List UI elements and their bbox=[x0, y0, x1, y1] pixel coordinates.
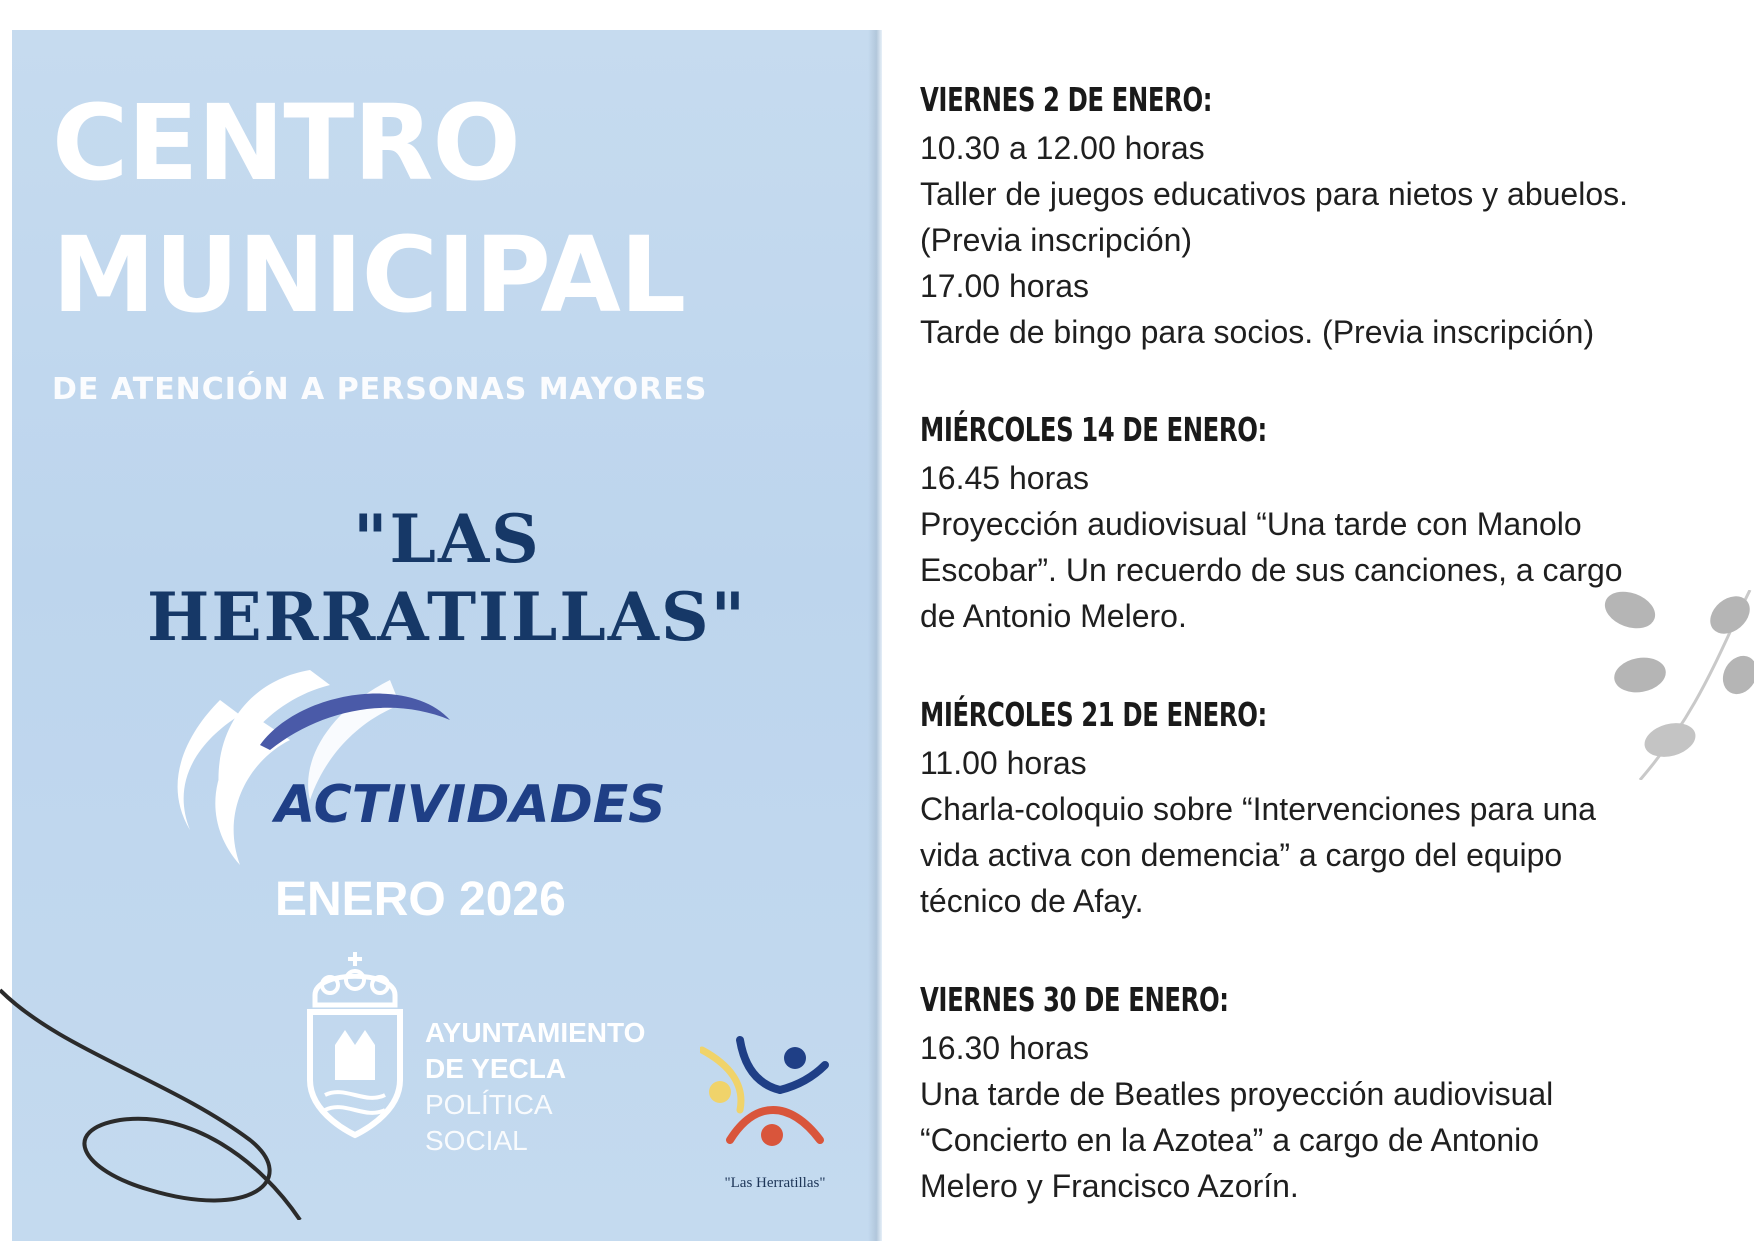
ayto-line-2: DE YECLA bbox=[425, 1053, 567, 1084]
event-line: (Previa inscripción) bbox=[920, 222, 1193, 258]
events-list bbox=[920, 80, 1740, 1230]
activities-label: ACTIVIDADES bbox=[275, 775, 666, 835]
event-line: Tarde de bingo para socios. (Previa inscripción) bbox=[920, 314, 1595, 350]
ayto-line-3: POLÍTICA bbox=[425, 1089, 553, 1120]
event-item bbox=[920, 80, 1740, 355]
event-item bbox=[920, 695, 1740, 924]
event-date: VIERNES 30 DE ENERO: bbox=[920, 980, 1229, 1019]
coat-of-arms-icon bbox=[300, 950, 410, 1140]
event-line: 16.30 horas bbox=[920, 1030, 1090, 1066]
event-item bbox=[920, 980, 1740, 1209]
event-line: vida activa con demencia” a cargo del equipo bbox=[920, 837, 1563, 873]
event-item bbox=[920, 410, 1740, 639]
title-line-1: CENTRO bbox=[52, 82, 520, 204]
month-label: ENERO 2026 bbox=[275, 873, 566, 926]
event-line: Proyección audiovisual “Una tarde con Manolo bbox=[920, 506, 1582, 542]
event-line: Escobar”. Un recuerdo de sus canciones, a cargo bbox=[920, 552, 1623, 588]
center-name: "LAS HERRATILLAS" bbox=[146, 500, 748, 656]
event-line: Una tarde de Beatles proyección audiovisual bbox=[920, 1076, 1554, 1112]
fold-line bbox=[868, 30, 882, 1241]
event-line: 10.30 a 12.00 horas bbox=[920, 130, 1205, 166]
activities-swoosh-icon bbox=[150, 650, 630, 890]
title-line-2: MUNICIPAL bbox=[52, 214, 686, 336]
event-date: VIERNES 2 DE ENERO: bbox=[920, 80, 1213, 119]
event-line: de Antonio Melero. bbox=[920, 598, 1187, 634]
event-line: 17.00 horas bbox=[920, 268, 1090, 304]
event-line: Charla-coloquio sobre “Intervenciones para una bbox=[920, 791, 1596, 827]
small-logo-label: "Las Herratillas" bbox=[724, 1175, 826, 1191]
las-herratillas-logo-icon bbox=[700, 1030, 840, 1160]
event-date: MIÉRCOLES 21 DE ENERO: bbox=[920, 695, 1267, 734]
event-line: técnico de Afay. bbox=[920, 883, 1144, 919]
decorative-wave-line bbox=[0, 930, 320, 1220]
event-date: MIÉRCOLES 14 DE ENERO: bbox=[920, 410, 1267, 449]
ayto-line-4: SOCIAL bbox=[425, 1125, 528, 1156]
ayto-line-1: AYUNTAMIENTO bbox=[425, 1017, 646, 1048]
event-line: Taller de juegos educativos para nietos y abuelos. bbox=[920, 176, 1628, 212]
event-line: Melero y Francisco Azorín. bbox=[920, 1168, 1299, 1204]
event-line: 16.45 horas bbox=[920, 460, 1090, 496]
ayuntamiento-text bbox=[425, 1015, 645, 1159]
event-line: 11.00 horas bbox=[920, 745, 1087, 781]
subtitle: DE ATENCIÓN A PERSONAS MAYORES bbox=[52, 372, 708, 407]
event-line: “Concierto en la Azotea” a cargo de Antonio bbox=[920, 1122, 1540, 1158]
